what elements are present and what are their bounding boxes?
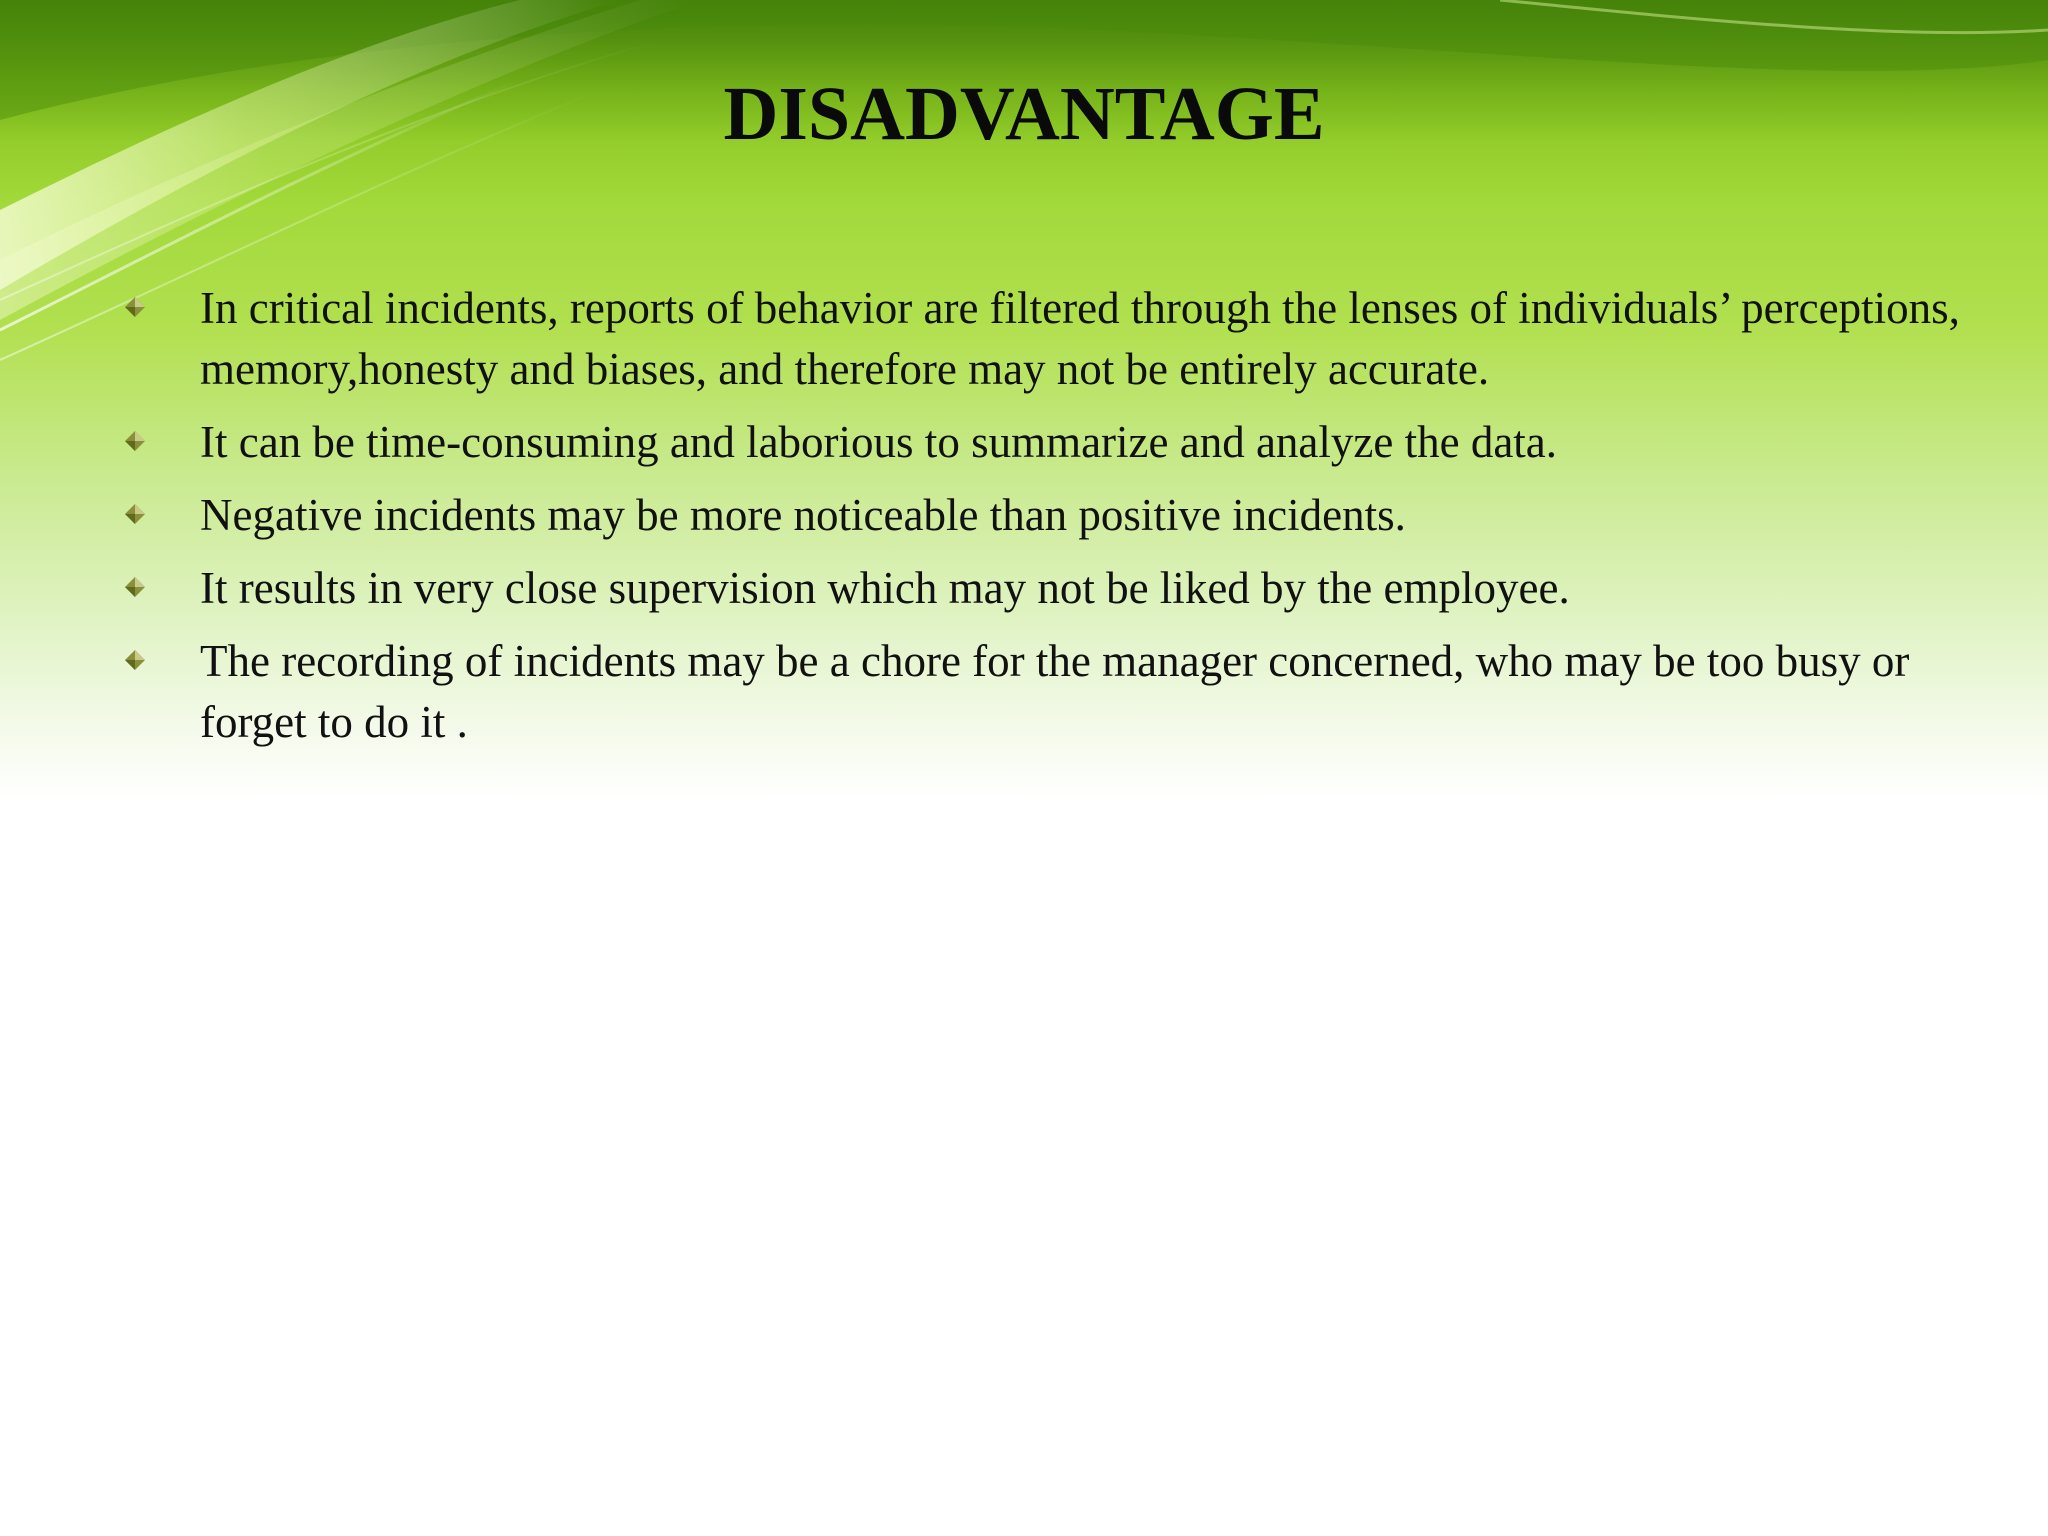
bullet-item — [0, 485, 2048, 546]
diamond-bullet-icon — [124, 296, 146, 318]
bullet-list — [0, 278, 2048, 765]
diamond-bullet-icon — [124, 503, 146, 525]
bullet-text: The recording of incidents may be a chore for the manager concerned, who may be too busy or forget to do it . — [200, 636, 1910, 747]
bullet-text: In critical incidents, reports of behavior are filtered through the lenses of individuals’ perceptions, memory,honesty and biases, and therefore may not be entirely accurate. — [200, 283, 1960, 394]
bullet-item — [0, 412, 2048, 473]
bullet-item — [0, 278, 2048, 400]
bullet-item — [0, 558, 2048, 619]
bullet-text: It results in very close supervision which may not be liked by the employee. — [200, 563, 1570, 613]
bullet-item — [0, 631, 2048, 753]
diamond-bullet-icon — [124, 649, 146, 671]
bullet-text: It can be time-consuming and laborious to summarize and analyze the data. — [200, 417, 1558, 467]
bullet-text: Negative incidents may be more noticeable than positive incidents. — [200, 490, 1406, 540]
diamond-bullet-icon — [124, 576, 146, 598]
slide-title: DISADVANTAGE — [723, 72, 1325, 156]
diamond-bullet-icon — [124, 430, 146, 452]
